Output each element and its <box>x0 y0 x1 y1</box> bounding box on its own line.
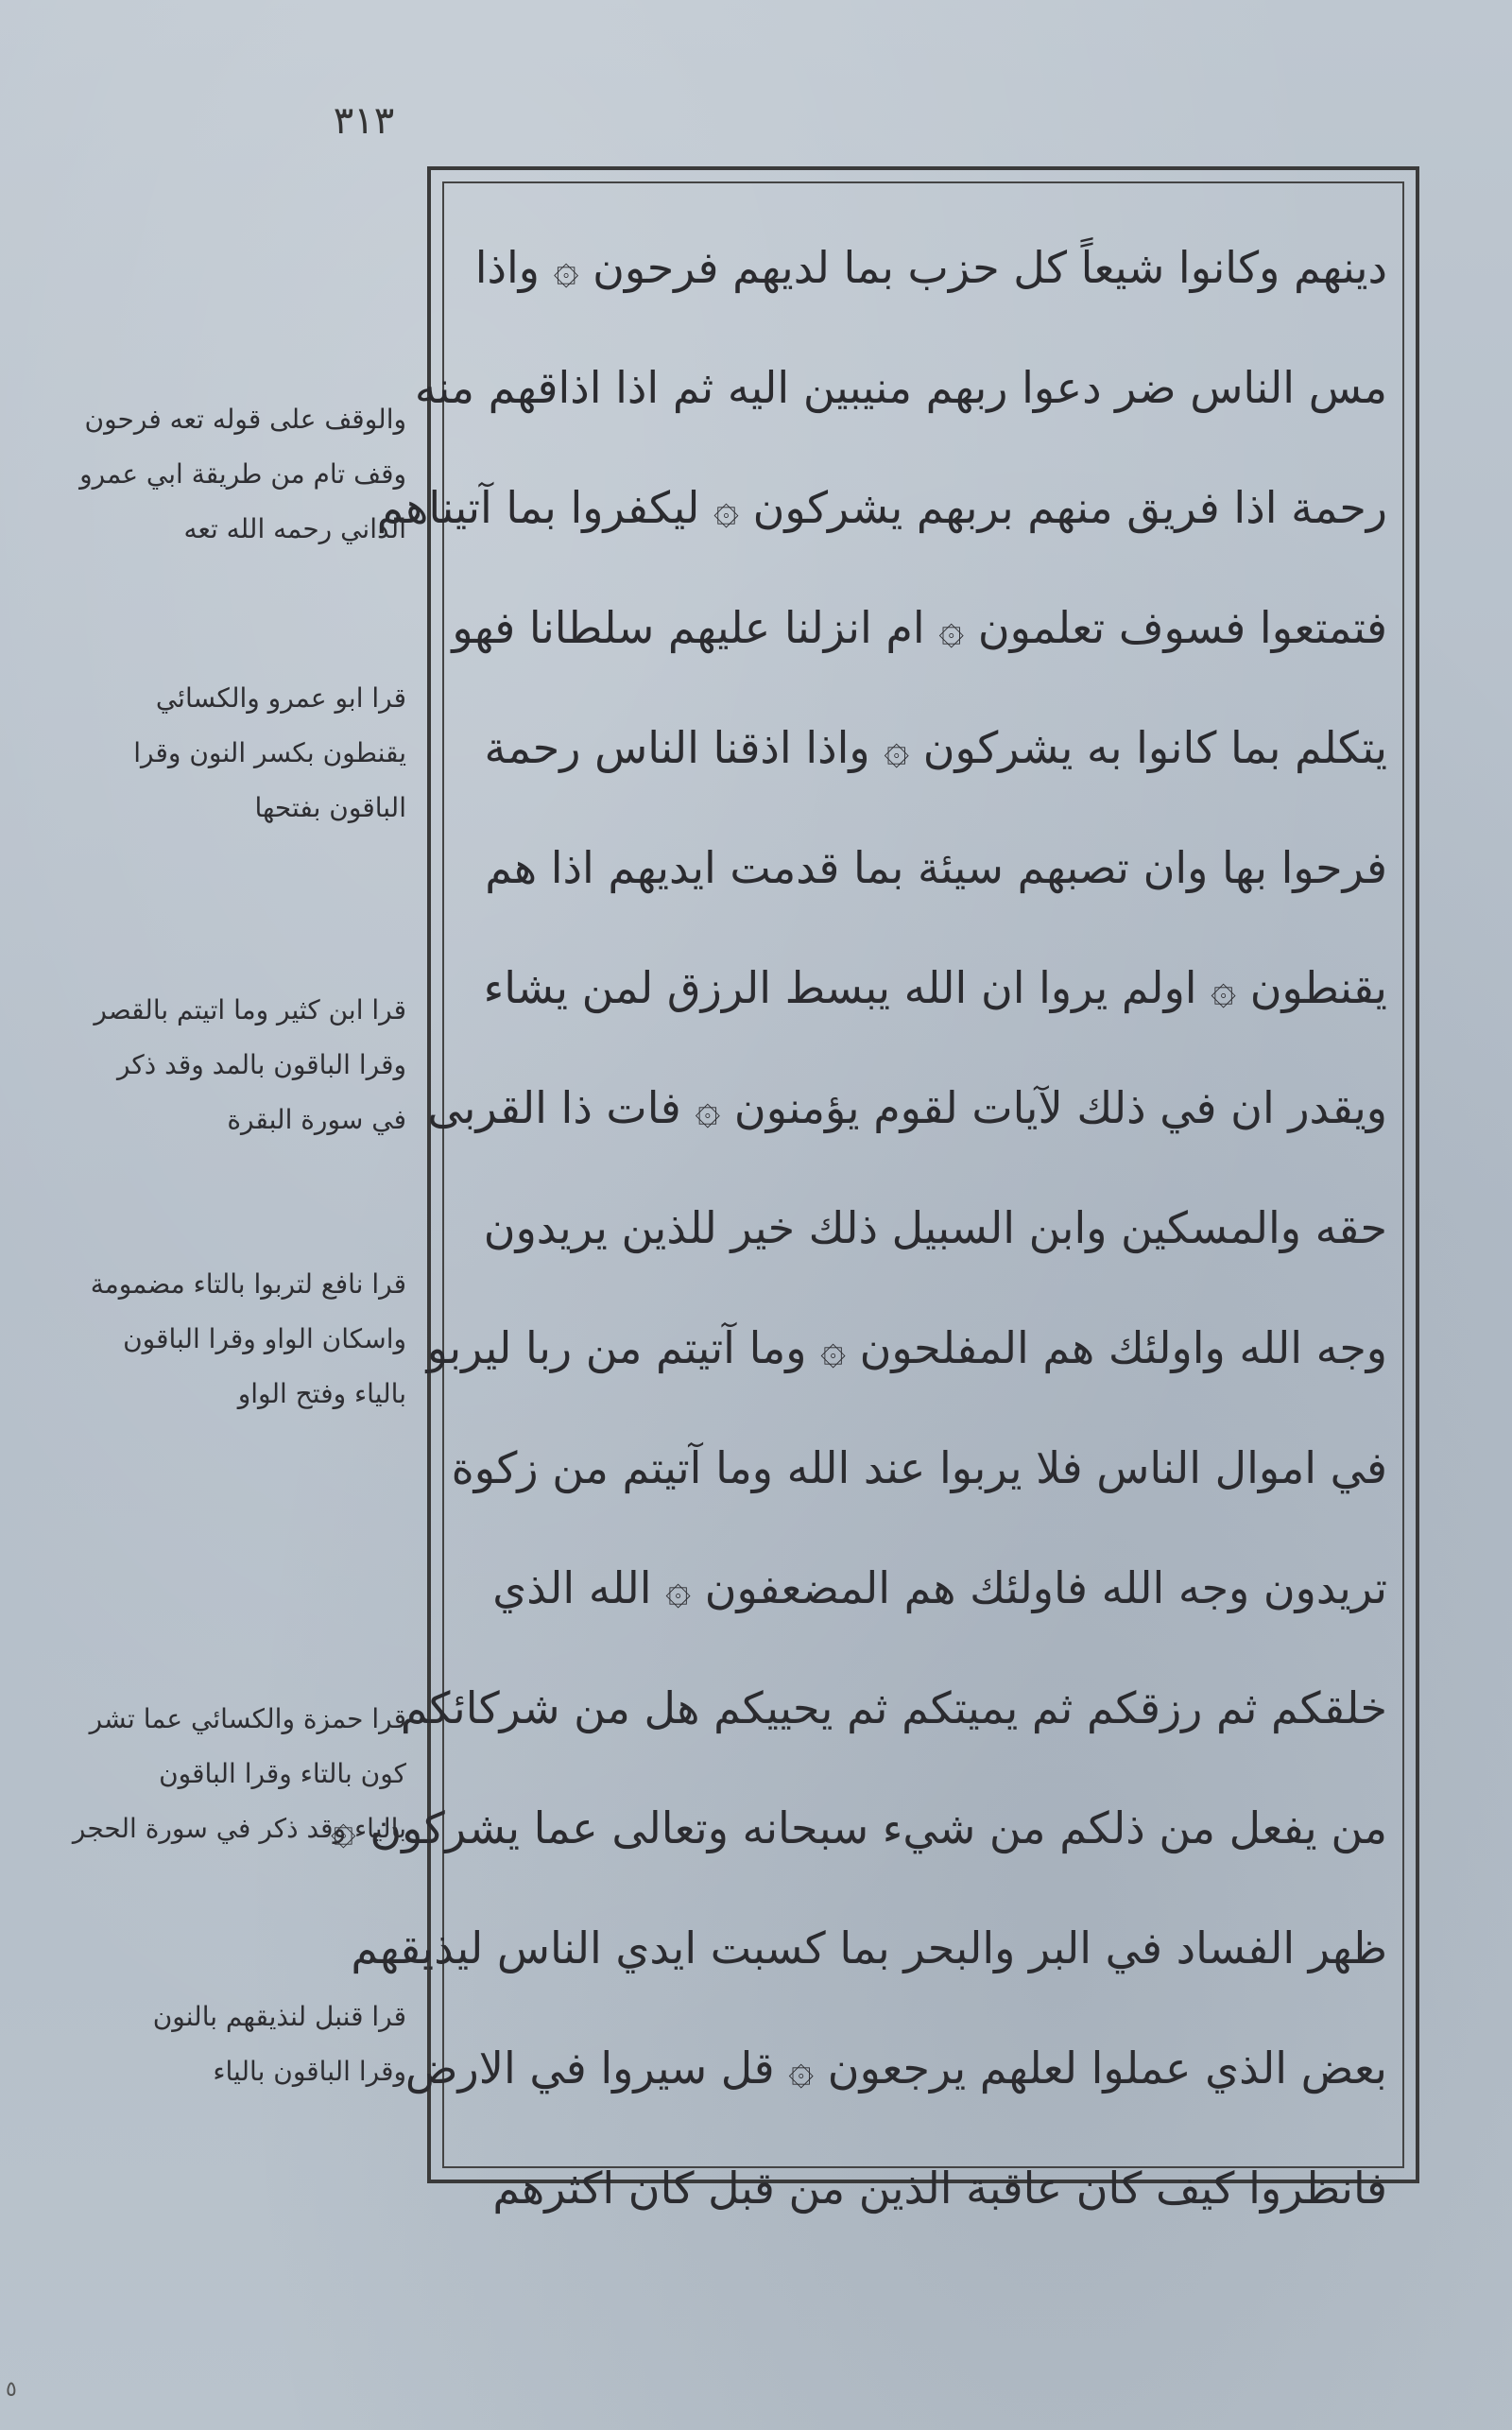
margin-note-line: وقف تام من طريقة ابي عمرو <box>79 458 406 490</box>
text-line: في اموال الناس فلا يربوا عند الله وما آتيتم من زكوة <box>451 1442 1387 1493</box>
text-line: يقنطون ۞ اولم يروا ان الله يبسط الرزق لمن يشاء <box>483 962 1387 1013</box>
margin-note-line: الباقون بفتحها <box>254 792 406 823</box>
margin-note-line: قرا نافع لتربوا بالتاء مضمومة <box>90 1268 406 1300</box>
margin-note-line: يقنطون بكسر النون وقرا <box>133 737 406 768</box>
margin-note-line: الداني رحمه الله تعه <box>183 513 406 544</box>
margin-note-line: قرا قنبل لنذيقهم بالنون <box>152 2001 406 2032</box>
text-line: بعض الذي عملوا لعلهم يرجعون ۞ قل سيروا في الارض <box>404 2042 1387 2094</box>
text-line: وجه الله واولئك هم المفلحون ۞ وما آتيتم من ربا ليربو <box>426 1322 1387 1373</box>
text-line: ظهر الفساد في البر والبحر بما كسبت ايدي الناس ليذيقهم <box>351 1922 1387 1973</box>
text-line: دينهم وكانوا شيعاً كل حزب بما لديهم فرحون ۞ واذا <box>474 242 1387 293</box>
page-number: ٣١٣ <box>333 99 395 143</box>
text-line: فرحوا بها وان تصبهم سيئة بما قدمت ايديهم اذا هم <box>485 842 1387 893</box>
text-line: ويقدر ان في ذلك لآيات لقوم يؤمنون ۞ فات ذا القربى <box>427 1082 1387 1133</box>
text-line: حقه والمسكين وابن السبيل ذلك خير للذين يريدون <box>483 1202 1387 1253</box>
margin-note-line: بالياء وفتح الواو <box>237 1378 406 1409</box>
margin-note-ibn-kathir <box>66 983 406 1147</box>
text-line: خلقكم ثم رزقكم ثم يميتكم ثم يحييكم هل من شركائكم <box>400 1682 1387 1733</box>
margin-note-line: في سورة البقرة <box>227 1104 406 1135</box>
text-line: تريدون وجه الله فاولئك هم المضعفون ۞ الله الذي <box>492 1562 1387 1613</box>
text-line: مس الناس ضر دعوا ربهم منيبين اليه ثم اذا اذاقهم منه <box>414 362 1387 413</box>
margin-note-nafi <box>66 1257 406 1422</box>
margin-note-line: وقرا الباقون بالياء <box>213 2056 406 2087</box>
margin-note-line: واسكان الواو وقرا الباقون <box>123 1323 406 1354</box>
margin-note-qunbul <box>66 1990 406 2099</box>
margin-note-line: قرا ابو عمرو والكسائي <box>155 682 406 714</box>
text-line: رحمة اذا فريق منهم بربهم يشركون ۞ ليكفروا بما آتيناهم <box>376 482 1387 533</box>
text-line: من يفعل من ذلكم من شيء سبحانه وتعالى عما يشركون ۞ <box>330 1802 1387 1853</box>
margin-note-line: كون بالتاء وقرا الباقون <box>159 1758 406 1789</box>
margin-note-hamza <box>66 1692 406 1856</box>
text-line: فتمتعوا فسوف تعلمون ۞ ام انزلنا عليهم سلطانا فهو <box>452 602 1387 653</box>
text-line: يتكلم بما كانوا به يشركون ۞ واذا اذقنا الناس رحمة <box>484 722 1387 773</box>
margin-note-line: والوقف على قوله تعه فرحون <box>84 404 406 435</box>
margin-note-line: بالياء وقد ذكر في سورة الحجر <box>72 1813 406 1844</box>
margin-note-yaqnatun <box>66 671 406 836</box>
margin-note-waqf <box>66 392 406 557</box>
margin-note-line: قرا حمزة والكسائي عما تشر <box>89 1703 406 1734</box>
margin-note-line: وقرا الباقون بالمد وقد ذكر <box>116 1049 406 1080</box>
text-line: فانظروا كيف كان عاقبة الذين من قبل كان اكثرهم <box>492 2163 1387 2214</box>
margin-note-line: قرا ابن كثير وما اتيتم بالقصر <box>94 994 406 1025</box>
bottom-edge-mark: ٥ <box>6 2378 17 2402</box>
